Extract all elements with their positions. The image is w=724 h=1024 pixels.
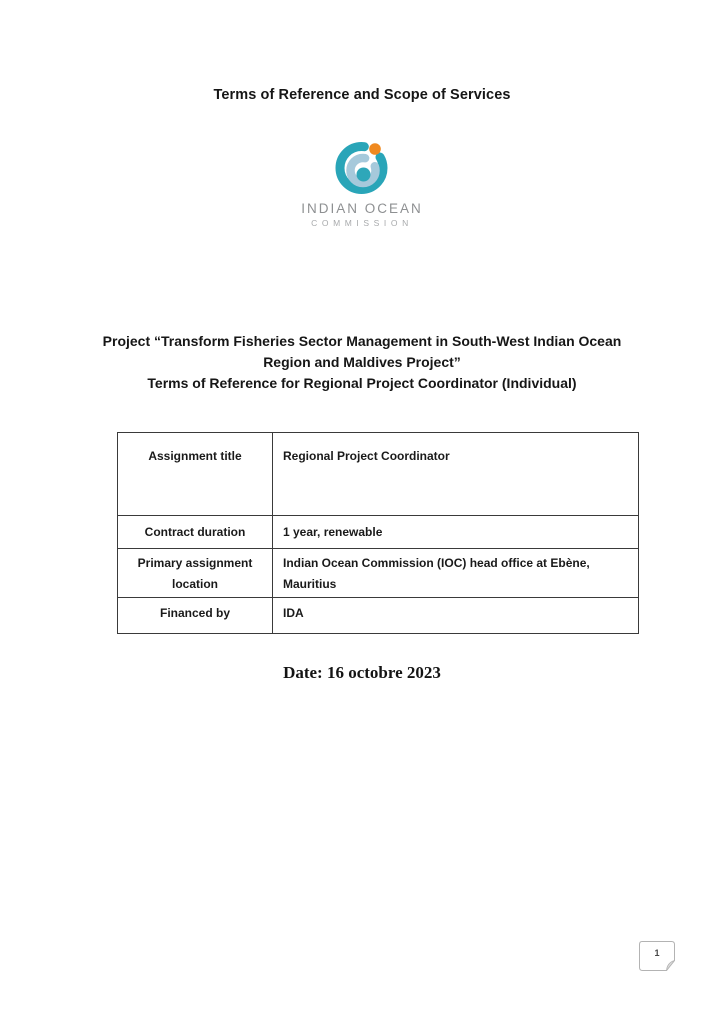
page-title: Terms of Reference and Scope of Services xyxy=(213,87,511,103)
project-heading xyxy=(0,331,724,394)
ioc-swirl-icon xyxy=(333,141,391,195)
project-heading-line1: Project “Transform Fisheries Sector Management in South-West Indian Ocean xyxy=(102,333,622,349)
table-row-primary-location xyxy=(118,549,639,598)
row-label: Primary assignment location xyxy=(118,549,273,598)
project-heading-line2: Region and Maldives Project” xyxy=(263,354,461,370)
row-label: Financed by xyxy=(118,598,273,634)
ioc-logo xyxy=(0,141,724,228)
logo-org-subname: COMMISSION xyxy=(311,218,413,228)
row-label: Assignment title xyxy=(118,433,273,516)
row-value: Regional Project Coordinator xyxy=(273,433,639,516)
table-row-financed-by xyxy=(118,598,639,634)
row-label: Contract duration xyxy=(118,516,273,549)
project-heading-line3: Terms of Reference for Regional Project Coordinator (Individual) xyxy=(147,375,577,391)
logo-org-name: INDIAN OCEAN xyxy=(301,201,423,216)
assignment-info-table xyxy=(117,432,639,634)
row-value: IDA xyxy=(273,598,639,634)
date-line: Date: 16 octobre 2023 xyxy=(283,663,441,682)
row-value: 1 year, renewable xyxy=(273,516,639,549)
row-value: Indian Ocean Commission (IOC) head office at Ebène, Mauritius xyxy=(273,549,639,598)
page-number-badge xyxy=(639,941,675,971)
page-number: 1 xyxy=(654,948,660,958)
table-row-contract-duration xyxy=(118,516,639,549)
table-row-assignment-title xyxy=(118,433,639,516)
